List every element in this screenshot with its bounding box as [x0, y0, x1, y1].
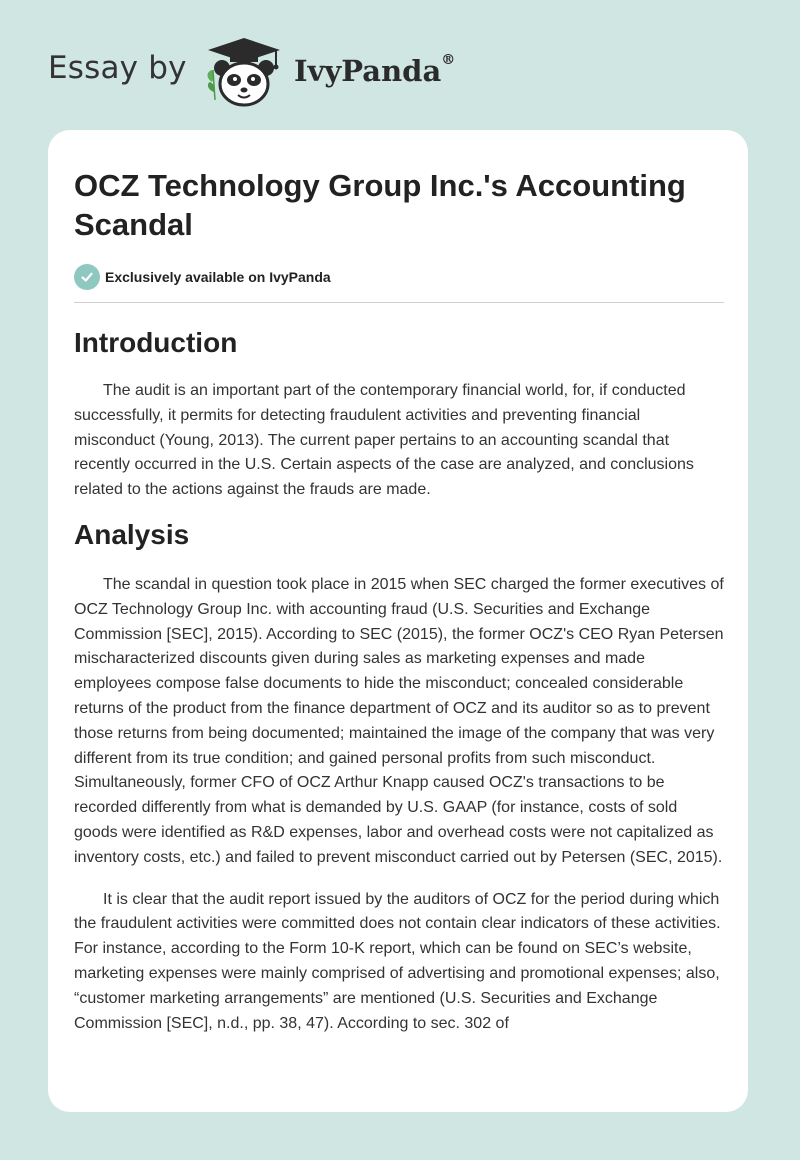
- essay-by-label: Essay by: [48, 50, 187, 86]
- check-circle-icon: [74, 264, 100, 290]
- article-card: [48, 130, 748, 1112]
- section-heading-introduction: Introduction: [74, 327, 238, 358]
- registered-mark: ®: [441, 52, 456, 68]
- exclusive-badge: [74, 263, 724, 291]
- panda-graduate-icon[interactable]: [200, 36, 288, 108]
- article-title: OCZ Technology Group Inc.'s Accounting Scandal: [74, 168, 686, 242]
- brand-logo[interactable]: [294, 54, 455, 88]
- section-heading-analysis: Analysis: [74, 518, 190, 550]
- paragraph: It is clear that the audit report issued by the auditors of OCZ for the period during which the fraudulent activities were committed does not contain clear indicators of these activities. For instance, according to the Form 10-K report, which can be found on SEC’s website, marketing expenses were mainly comprised of advertising and promotional expenses; also, “customer marketing arrangements” are mentioned (U.S. Securities and Exchange Commission [SEC], n.d., pp. 38, 47). According to sec. 302 of: [74, 890, 721, 1032]
- brand-name: IvyPanda: [294, 54, 442, 88]
- paragraph: The audit is an important part of the contemporary financial world, for, if conducted successfully, it permits for detecting fraudulent activities and preventing financial misconduct (Young, 2013). The current paper pertains to an accounting scandal that recently occurred in the U.S. Certain aspects of the case are analyzed, and conclusions related to the actions against the frauds are made.: [74, 382, 694, 499]
- article-content: [74, 166, 724, 1036]
- paragraph: The scandal in question took place in 2015 when SEC charged the former executives of OCZ Technology Group Inc. with accounting fraud (U.S. Securities and Exchange Commission [SEC], 2015). According to SEC (2015), the former OCZ's CEO Ryan Petersen mischaracterized discounts given during sales as marketing expenses and made employees compose false documents to hide the misconduct; concealed considerable returns of the product from the finance department of OCZ and its auditor so as to prevent those returns from being documented; maintained the image of the company that was very different from its true condition; and gained personal profits from such misconduct. Simultaneously, former CFO of OCZ Arthur Knapp caused OCZ's transactions to be recorded differently from what is demanded by U.S. GAAP (for instance, costs of sold goods were identified as R&D expenses, labor and overhead costs were not capitalized as inventory costs, etc.) and failed to prevent misconduct carried out by Petersen (SEC, 2015).: [74, 575, 724, 866]
- site-header: [48, 36, 568, 108]
- divider: [74, 302, 724, 303]
- exclusive-badge-label: Exclusively available on IvyPanda: [105, 269, 331, 285]
